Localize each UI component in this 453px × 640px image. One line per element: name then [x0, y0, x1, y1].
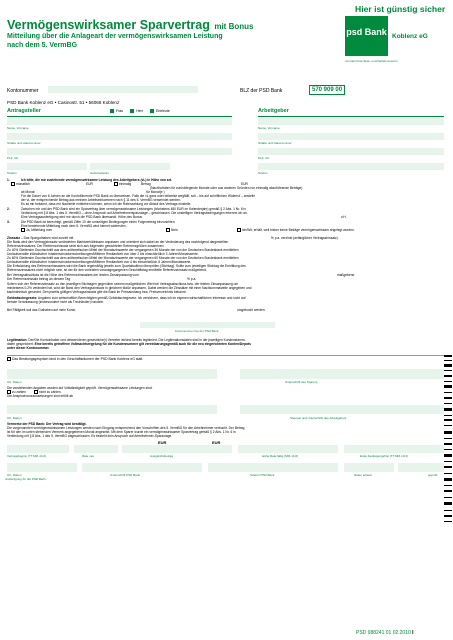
data-entered-label: Daten erfasst [354, 473, 372, 477]
consultation-row [7, 357, 143, 361]
psd-logo [345, 16, 388, 56]
section-1-title: Ich bitte, die mir zustehende vermögenswirksame Leistung des Arbeitgebers (vL) in Höhe von zzt. [21, 178, 173, 182]
section-3: 3. Die PSD Bank ist berechtigt, gemäß Ziffer 10 der umseitigen Bedingungen einen Folgevertrag einzurichten. Eine bestehende Mitteilung nach dem 5. VermBG wird hiermit widerrufen. Ja, Mitteilung vom Nein Ich/Wir, erhält, weil bisher keine Beträge vermögenswirksam angelegt wurden. [7, 220, 447, 232]
employer-plz-label: PLZ, Ort [258, 156, 270, 160]
section-2-p3: Eine Vertragsausfertigung wird mir durch die PSD Bank übersandt. Höhe des Bonus [21, 215, 143, 220]
applicant-heading: Antragsteller [7, 108, 41, 114]
employer-heading: Arbeitgeber [258, 108, 289, 114]
interest-l3: Referenzzinssatzes. Der Referenzzinssatz setzt sich aus folgenden gewichteten Referenzgrößen zusammen: [7, 244, 165, 249]
applicant-phone-field[interactable] [7, 163, 87, 170]
legitimation-heading: Legitimation: [7, 338, 28, 342]
section-1-p1: Für die Dauer von 6 Jahren an die Kontoführende PSD Bank zu überweisen. Falls die vL ganz oder teilweise wegfällt, soll – bis auf schriftlichen Widerruf – anstelle [21, 194, 256, 199]
bank-eur-2: EUR [212, 440, 221, 445]
employer-phone-label: Telefon [258, 171, 268, 175]
compensation-label: Ausgleichsbetrag [150, 454, 174, 458]
checked-label: geprüft [428, 473, 438, 477]
eur-label-2: EUR [241, 182, 248, 187]
section-2: 2. Zwischen mir und der PSD Bank wird ein Sparvertrag über vermögenswirksame Leistungen (höchstens 480 EUR im Kalenderjahr) gemäß § 2 Abs. 1 Nr. 6 in Verbindung mit § 8 Abs. 1 des 5. VermBG – ohne Anspruch auf Arbeitnehmersparzulage – geschlossen. Die unsteifigen Vertragsbedingungen erkenne ich an. Eine Vertragsausfertigung wird mir durch die PSD Bank übersandt. Höhe des Bonus v.H. [7, 207, 447, 219]
section-3-p1: Die PSD Bank ist berechtigt, gemäß Ziffer 10 der umseitigen Bedingungen einen Folgevertrag einzurichten. [21, 220, 176, 224]
last-rate-field[interactable] [238, 445, 338, 453]
interest-l1-end: % p.a. verzinst (anfänglicher Vertragszinssatz). [270, 236, 339, 240]
salutation-options [110, 109, 170, 113]
interest-l10-end: maßgebend [337, 273, 355, 278]
geldwaesche-heading: Geldwäschegesetz: [7, 295, 38, 300]
consultation-label: Das Beratungsgespräch fand in den Geschäftsräumen der PSD Bank Koblenz eG statt. [12, 357, 144, 361]
ja-checkbox[interactable] [21, 228, 25, 232]
interest-l1: – Das Sparguthaben wird zurzeit mit [20, 236, 74, 240]
confirm-text-2: Die Anspruchsvoraussetzungen sind erfüllt ab [7, 394, 73, 399]
data-entered-field[interactable] [344, 463, 394, 472]
applicant-name-field[interactable] [7, 118, 232, 125]
account-number-field[interactable] [48, 86, 198, 93]
interest-l13: mindestens 0,2% verändert hat, wird die Bank den Vertragszinssatz in gleichem Maße anpassen. Dabei werden die Zinssätze mit einer Nachkommastelle angegeben und [7, 285, 252, 290]
interest-l11-end: % p.a. [187, 277, 197, 282]
fixing-end-label: Ende Festlegungsfrist (TT.MM.JJJJ) [360, 454, 408, 458]
page-title [7, 16, 253, 34]
footer-left: Ausfertigung für die PSD Bank [5, 477, 46, 481]
consultation-checkbox[interactable] [7, 357, 11, 361]
interest-l14: kaufmännisch gerundet. Den jeweils gültigen Vertragszinssatz gibt die Bank im Preisaushang bzw. Preisverzeichnis bekannt. [7, 289, 187, 294]
applicant-street-label: Straße und Hausnummer [7, 141, 41, 145]
applicant-birth-label: Geburtsdatum [90, 171, 110, 175]
frau-checkbox[interactable] [110, 109, 114, 113]
interest-l5: Umlaufsrendite inländischer Inhaberschuldverschreibungen/Mittlerer Restlaufzeit von über 2 bis einschließlich 3 Jahren/Monatswerte. [7, 252, 199, 257]
bank-signature-label: Unterschrift PSD Bank [110, 473, 141, 477]
employer-plz-field[interactable] [258, 148, 444, 155]
interest-l15: Angaben zum wirtschaftlich Berechtigten gemäß Geldwäschegesetz: Ich versichere, dass ich im eigenen wirtschaftlichen Interesse und nicht auf [37, 295, 246, 300]
employer-street-field[interactable] [258, 133, 444, 140]
bank-date-label: Ort, Datum [7, 473, 22, 477]
checked-field[interactable] [398, 463, 444, 472]
logo-text: psd Bank [346, 27, 387, 37]
date-label-1: Ort, Datum [7, 380, 22, 384]
employer-phone-field[interactable] [258, 163, 444, 170]
monthly-checkbox[interactable] [11, 182, 15, 186]
interest-l12: Sofern sich der Referenzzinssatz zu den jeweiligen Stichtagen gegenüber seinem maßgeblichen Wert bei Vertragsabschluss bzw. der letzten Zinsanpassung um [7, 281, 239, 286]
legitimation-section [7, 338, 447, 350]
contract-start-label: Vertragsbeginn (TT.MM.JJJJ) [7, 454, 47, 458]
bank-notes [7, 422, 447, 438]
interest-l10: Bei Vertragsabschluss ist die Höhe des Referenzzinssatzes der letzten Zinsanpassung vom [7, 273, 139, 278]
eur-label-1: EUR [86, 182, 93, 187]
applicant-name-label: Name, Vorname [7, 126, 29, 130]
notpaid-label: nicht zu zahlen. [38, 390, 62, 395]
bank-p3: Verbindung mit § 8 Abs. 1 des 5. VermBG abgeschlossen. Es besteht kein Anspruch auf Arbeitnehmer-Sparzulage. [7, 434, 173, 439]
date-field-2[interactable] [7, 405, 217, 414]
section-2-p1: Zwischen mir und der PSD Bank wird ein Sparvertrag über vermögenswirksame Leistungen (höchstens 480 EUR im Kalenderjahr) gemäß § 2 Abs. 1 Nr. 6 in [21, 207, 247, 211]
section-1-p3: Es ist mir bekannt, dass mir Nachteile entstehen können, wenn ich die Ratenzahlung vor Ablauf des Vertrags einstelle. [21, 202, 192, 207]
bank-p2: ist für den im unten stehenden Vermerk angegebenen Monat angesetzt. Mit dem Sparer wurde ein vermögenswirksamer Sparvertrag gemäß § 2 Abs. 1 Nr. 6 in [7, 430, 236, 435]
interest-l4: Zu 40% Gleitender Durchschnitt aus dem arithmetischen Mittel der Monatszinswerte der vergangenen 36 Monate der von der Deutschen Bundesbank ermittelten [7, 248, 239, 253]
employer-name-field[interactable] [258, 118, 444, 125]
logo-bank-name: Koblenz eG [392, 33, 428, 40]
refusal-checkbox[interactable] [237, 228, 241, 232]
interest-l6: Zu 60% Gleitender Durchschnitt aus dem arithmetischen Mittel der Monatszinswerte der vergangenen 60 Monate der von der Deutschen Bundesbank ermittelten [7, 256, 239, 261]
employer-confirmation [7, 386, 447, 398]
interest-l17: Bei Fälligkeit soll das Guthaben auf mein Konto [7, 307, 76, 312]
herr-checkbox[interactable] [130, 109, 134, 113]
bank-date-field[interactable] [7, 463, 77, 472]
bank-notes-heading: Vermerke der PSD Bank: Der Vertrag wird bestätigt. [7, 422, 87, 426]
nein-label: Nein [171, 228, 178, 233]
interest-l8: Die Entwicklung des Referenzzinssatzes wird die Bank regelmäßig jeweils zum Quartalsultimo überprüfen (Stichtag). Sollte zum jeweiligen Stichtag die Ermittlung des [7, 264, 246, 269]
herr-label: Herr [136, 109, 143, 113]
applicant-phone-label: Telefon [7, 171, 17, 175]
legit-l2: daten gespeichert. [7, 342, 34, 347]
zinssatz-heading: Zinssatz [7, 236, 21, 240]
eheleute-label: Eheleute [155, 109, 170, 113]
interest-l2: Die Bank wird den Vertrag(zinssatz veränderten Marktverhältnissen anpassen und orientiert sich dabei an der Veränderung des nachfolgend dargestellten [7, 240, 229, 245]
monthly-label: monatlich [16, 182, 30, 187]
bank-eur-1: EUR [158, 440, 167, 445]
ja-label: Ja, Mitteilung vom [26, 228, 53, 233]
section-1: 1. Ich bitte, die mir zustehende vermögenswirksame Leistung des Arbeitgebers (vL) in Höhe von zzt. monatlich EUR einmalig Betrag EUR (Nachholraten für zurückliegende Monate oder aus anderen Gründen nur einmalig abzuführende Beträge) ab Monat für Monat(e ) Für die Dauer von 6 Jahren an die Kontoführende PSD Bank zu überweisen. Falls die vL ganz oder teilweise wegfällt, soll – bis auf schriftlichen Widerruf – anstelle der vL der entsprechende Betrag aus meinem Arbeitseinkommen nach § 11 des 5. VermBG verwendet werden. Es ist mir bekannt, dass mir Nachteile entstehen können, wenn ich die Ratenzahlung vor Ablauf des Vertrags einstelle. [7, 178, 447, 206]
date-field-1[interactable] [7, 369, 217, 379]
footer-code [356, 630, 414, 636]
section-1-p2: der vL der entsprechende Betrag aus meinem Arbeitseinkommen nach § 11 des 5. VermBG verwendet werden. [21, 198, 181, 203]
sparer-signature-field[interactable] [240, 369, 444, 379]
account-label: Kontonummer [7, 88, 39, 94]
legit-l1: Der/Die Kontoinhaber und dessen/deren gesetzliche(r) Vertreter ist/sind bereits legitimiert. Die Legitimationsdaten sind in der jeweiligen Kundenstamm- [28, 338, 246, 342]
applicant-plz-field[interactable] [7, 148, 232, 155]
interest-l7: Umlaufsrendite inländischer Inhaberschuldverschreibungen/Mittlerer Restlaufzeit von 4 bis einschließlich 5 Jahren/Monatswerte. [7, 260, 192, 265]
employer-street-label: Straße und Hausnummer [258, 141, 292, 145]
section-1-note: (Nachholraten für zurückliegende Monate oder aus anderen Gründen nur einmalig abzuführende Beträge) [150, 186, 303, 191]
employer-name-label: Name, Vorname [258, 126, 280, 130]
confirm-text-1: Die vorstehenden Angaben wurden auf Vollständigkeit geprüft. Vermögenswirksame Leistungen sind: [7, 386, 153, 390]
bonus-unit: v.H. [341, 215, 347, 220]
interest-l16: fremde Veranlassung (insbesondere nicht als Treuhänder) handele. [7, 299, 105, 304]
fixing-end-field[interactable] [344, 445, 444, 453]
for-month-label: für Monat(e ) [146, 190, 165, 195]
contract-start-field[interactable] [7, 445, 69, 453]
section-2-p2: Verbindung mit § 8 Abs. 1 des 5. VermBG – ohne Anspruch auf Arbeitnehmersparzulage – geschlossen. Die unsteifigen Vertragsbedingungen erkenne ich an. [21, 211, 248, 216]
interest-section [7, 236, 447, 312]
date-label-2: Ort, Datum [7, 416, 22, 420]
refusal-label: Ich/Wir, erhält, weil bisher keine Beträge vermögenswirksam angelegt wurden. [242, 228, 355, 233]
bank-phone-field[interactable] [208, 463, 338, 472]
title-main: Vermögenswirksamer Sparvertrag [7, 18, 210, 32]
maturity-account-field[interactable] [140, 322, 275, 328]
footer-mark: I [412, 630, 414, 636]
legit-l2-bold: Eine bereits getroffene Vollmachtsregelung für die Kundennummer gilt vereinbarungsgemäß auch für die neu eingerichteten Konten/Depots [34, 342, 251, 347]
once-checkbox[interactable] [114, 182, 118, 186]
footer-code-text: PSD 988241 01 02.2010 [356, 630, 411, 636]
paid-label: zu zahlen [12, 390, 26, 395]
logo-subline: vormals Post-Spar- und Darlehnsverein [345, 59, 398, 63]
bank-address: PSD Bank Koblenz eG • Casinostr. 51 • 56068 Koblenz [7, 100, 120, 105]
subtitle-2: nach dem 5. VermBG [7, 42, 78, 49]
bank-p1: Die vorgenannten vermögenswirksamen Leistungen werden nach Eingang entsprechend den Vorschriften des 5. VermBG für den Arbeitnehmer verbucht. Der Betrag [7, 426, 245, 431]
compensation-field[interactable] [122, 445, 232, 453]
eheleute-checkbox[interactable] [150, 109, 154, 113]
blz-value: 570 909 00 [309, 85, 345, 95]
applicant-birth-field[interactable] [90, 163, 170, 170]
once-label: einmalig [119, 182, 132, 187]
new-rate-label: Rate neu [82, 454, 95, 458]
employer-stamp-field[interactable] [240, 405, 444, 414]
new-rate-field[interactable] [74, 445, 118, 453]
tagline: Hier ist günstig sicher [355, 4, 446, 14]
barcode [444, 355, 452, 525]
nein-checkbox[interactable] [166, 228, 170, 232]
title-suffix: mit Bonus [214, 22, 254, 31]
amount-label: Betrag [141, 182, 151, 187]
applicant-plz-label: PLZ, Ort [7, 156, 19, 160]
sparer-signature-label: Unterschrift des Sparers [285, 380, 318, 384]
last-rate-label: letzte Rate fällig (MM.JJJJ) [262, 454, 299, 458]
interest-l17-end: umgebucht werden. [237, 307, 266, 312]
blz-label: BLZ der PSD Bank [240, 88, 283, 94]
legit-l3-bold: unter dieser Kontonummer. [7, 346, 50, 351]
bank-phone-label: Telefon PSD Bank [250, 473, 275, 477]
bank-signature-field[interactable] [82, 463, 202, 472]
interest-l9: Referenzzinssatzes nicht möglich sein, ist der für den vorletzten vorausgegangenen Geschäftstag ermittelte Referenzzinssatz maßgebend. [7, 268, 207, 273]
employer-stamp-label: Stempel und Unterschrift des Arbeitgebers [290, 416, 347, 420]
interest-l11: Der Referenzzinssatz betrug an diesem Tag [7, 277, 71, 282]
section-3-p2: Eine bestehende Mitteilung nach dem 5. VermBG wird hiermit widerrufen. [21, 224, 127, 229]
applicant-street-field[interactable] [7, 133, 232, 140]
from-month-label: ab Monat [21, 190, 35, 195]
maturity-account-label: Kontonummer bei der PSD Bank [175, 329, 219, 333]
frau-label: Frau [116, 109, 124, 113]
subtitle-1: Mitteilung über die Anlageart der vermögenswirksamen Leistung [7, 33, 223, 40]
